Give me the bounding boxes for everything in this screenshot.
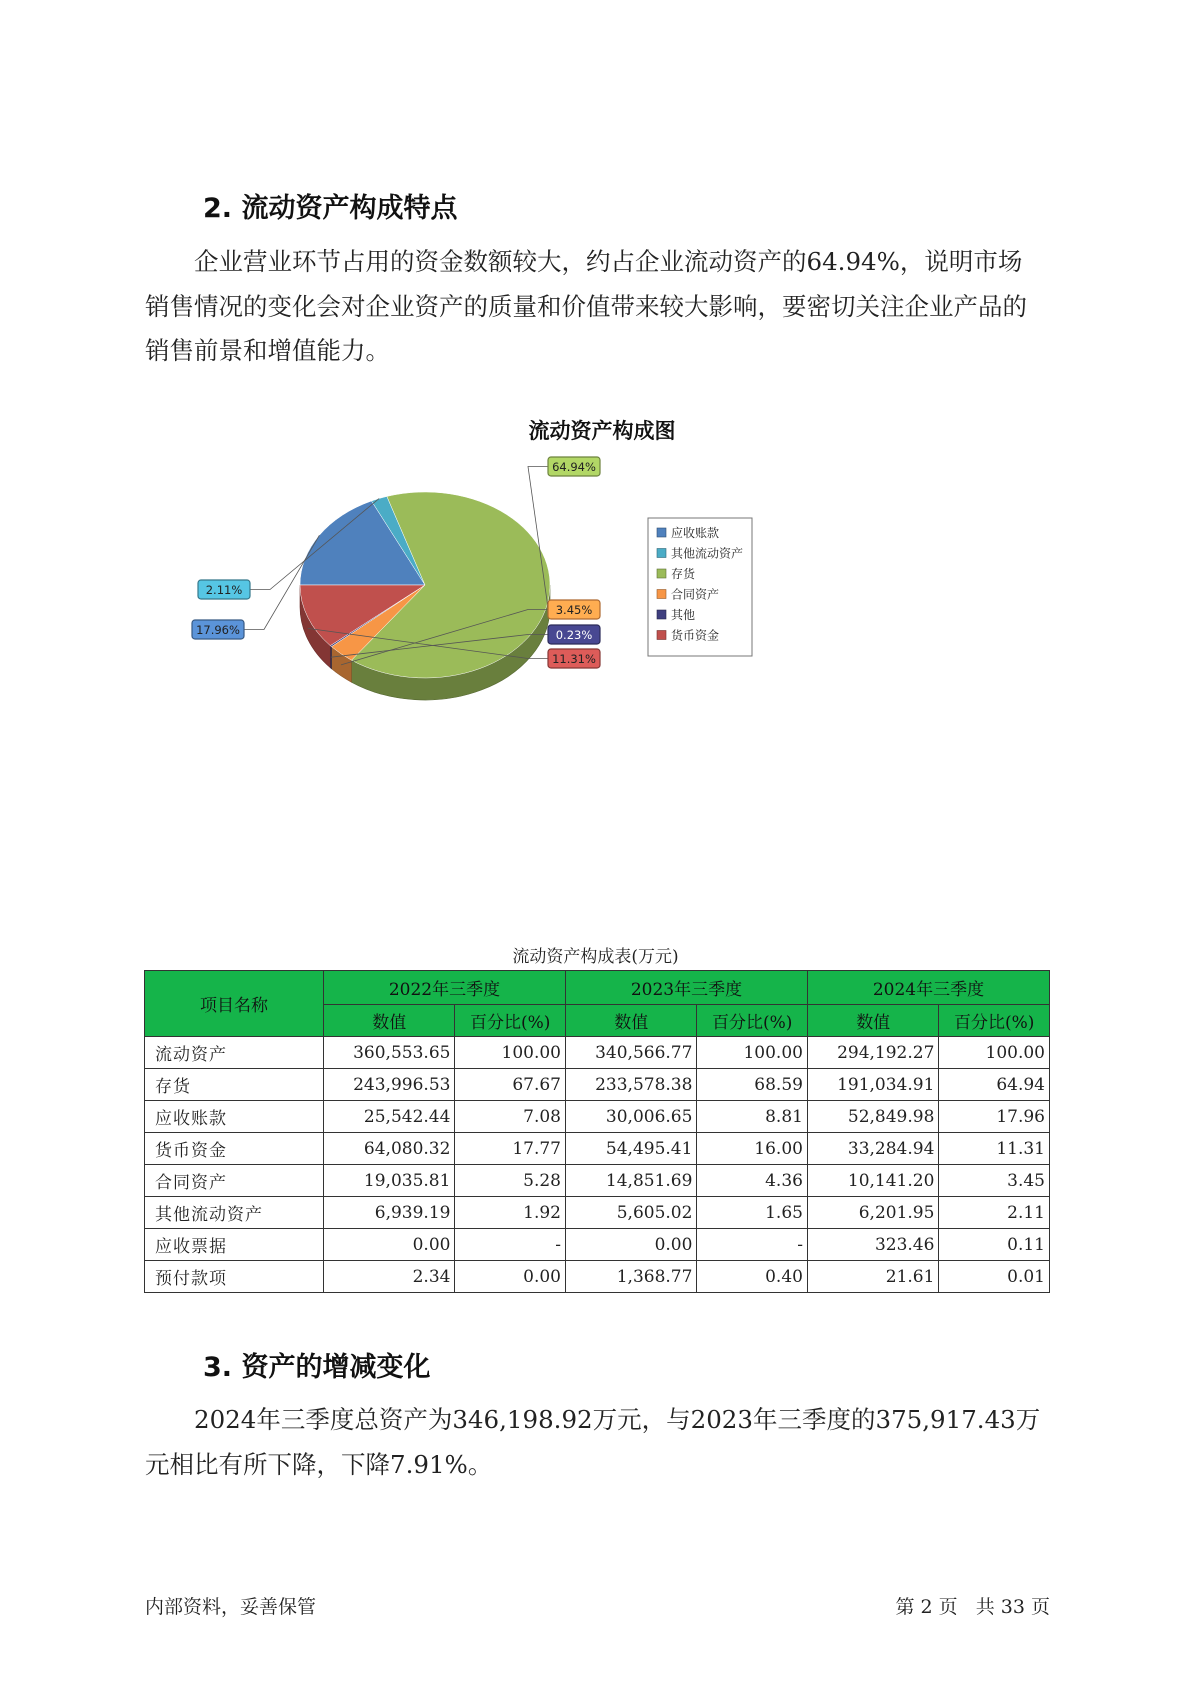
table-cell: 243,996.53	[324, 1069, 455, 1101]
percent-header: 百分比(%)	[455, 1005, 566, 1037]
legend-entry: 货币资金	[671, 628, 720, 643]
table-cell: 0.11	[939, 1229, 1050, 1261]
table-cell: 5,605.02	[565, 1197, 696, 1229]
table-cell: 100.00	[939, 1037, 1050, 1069]
table-cell: 6,201.95	[807, 1197, 938, 1229]
table-cell: 64.94	[939, 1069, 1050, 1101]
table-caption: 流动资产构成表(万元)	[512, 947, 679, 967]
table-cell: 4.36	[697, 1165, 808, 1197]
table-cell: 6,939.19	[324, 1197, 455, 1229]
table-cell: 100.00	[455, 1037, 566, 1069]
period-header-2024: 2024年三季度	[807, 971, 1049, 1005]
table-row	[145, 1101, 1050, 1133]
table-cell: 64,080.32	[324, 1133, 455, 1165]
value-header: 数值	[807, 1005, 938, 1037]
table-cell: 323.46	[807, 1229, 938, 1261]
table-cell: 100.00	[697, 1037, 808, 1069]
pie-chart-svg	[190, 410, 830, 730]
table-cell: 233,578.38	[565, 1069, 696, 1101]
value-header: 数值	[324, 1005, 455, 1037]
table-cell: -	[455, 1229, 566, 1261]
row-name: 应收票据	[145, 1229, 324, 1261]
table-cell: -	[697, 1229, 808, 1261]
table-cell: 67.67	[455, 1069, 566, 1101]
row-name: 其他流动资产	[145, 1197, 324, 1229]
legend-entry: 合同资产	[671, 587, 720, 602]
percent-header: 百分比(%)	[697, 1005, 808, 1037]
table-row	[145, 1037, 1050, 1069]
data-label: 2.11%	[205, 583, 243, 597]
table-cell: 0.40	[697, 1261, 808, 1293]
table-row	[145, 1133, 1050, 1165]
table-cell: 11.31	[939, 1133, 1050, 1165]
table-row	[145, 1069, 1050, 1101]
chart-title: 流动资产构成图	[528, 419, 676, 443]
table-cell: 17.77	[455, 1133, 566, 1165]
table-cell: 191,034.91	[807, 1069, 938, 1101]
section-3-heading: 3. 资产的增减变化	[203, 1352, 431, 1383]
table-cell: 16.00	[697, 1133, 808, 1165]
table-cell: 5.28	[455, 1165, 566, 1197]
value-header: 数值	[565, 1005, 696, 1037]
table-row	[145, 1165, 1050, 1197]
table-cell: 360,553.65	[324, 1037, 455, 1069]
table-cell: 3.45	[939, 1165, 1050, 1197]
table-cell: 14,851.69	[565, 1165, 696, 1197]
row-name: 预付款项	[145, 1261, 324, 1293]
table-cell: 54,495.41	[565, 1133, 696, 1165]
data-label: 0.23%	[555, 628, 593, 642]
table-cell: 1.65	[697, 1197, 808, 1229]
current-assets-pie-chart	[190, 410, 830, 730]
table-cell: 340,566.77	[565, 1037, 696, 1069]
legend-swatch	[657, 549, 666, 558]
legend-entry: 存货	[671, 567, 696, 581]
row-name: 存货	[145, 1069, 324, 1101]
legend-entry: 其他流动资产	[671, 546, 744, 561]
table-cell: 7.08	[455, 1101, 566, 1133]
table-cell: 294,192.27	[807, 1037, 938, 1069]
table-row	[145, 1197, 1050, 1229]
table-cell: 0.00	[324, 1229, 455, 1261]
footer-page-number: 第 2 页 共 33 页	[895, 1596, 1050, 1618]
section-3-paragraph: 2024年三季度总资产为346,198.92万元，与2023年三季度的375,917.43万元相比有所下降，下降7.91%。	[145, 1405, 1041, 1479]
data-label: 3.45%	[555, 603, 593, 617]
legend-swatch	[657, 528, 666, 537]
table-cell: 2.11	[939, 1197, 1050, 1229]
data-label: 64.94%	[552, 460, 596, 474]
legend-entry: 其他	[671, 608, 696, 622]
footer-confidential-note: 内部资料，妥善保管	[145, 1596, 317, 1618]
legend-swatch	[657, 590, 666, 599]
table-cell: 17.96	[939, 1101, 1050, 1133]
data-label: 11.31%	[552, 652, 596, 666]
legend-swatch	[657, 569, 666, 578]
table-cell: 2.34	[324, 1261, 455, 1293]
table-cell: 0.00	[565, 1229, 696, 1261]
section-2-heading: 2. 流动资产构成特点	[203, 193, 458, 224]
row-name: 合同资产	[145, 1165, 324, 1197]
data-label: 17.96%	[196, 623, 240, 637]
table-cell: 0.01	[939, 1261, 1050, 1293]
table-cell: 1,368.77	[565, 1261, 696, 1293]
table-cell: 52,849.98	[807, 1101, 938, 1133]
table-row	[145, 1229, 1050, 1261]
current-assets-table	[144, 970, 1050, 1293]
table-cell: 21.61	[807, 1261, 938, 1293]
table-cell: 10,141.20	[807, 1165, 938, 1197]
table-cell: 33,284.94	[807, 1133, 938, 1165]
table-cell: 19,035.81	[324, 1165, 455, 1197]
table-cell: 30,006.65	[565, 1101, 696, 1133]
table-cell: 8.81	[697, 1101, 808, 1133]
legend-entry: 应收账款	[671, 526, 720, 540]
table-row	[145, 1261, 1050, 1293]
table-cell: 25,542.44	[324, 1101, 455, 1133]
item-name-header: 项目名称	[145, 971, 324, 1037]
legend-swatch	[657, 610, 666, 619]
period-header-2022: 2022年三季度	[324, 971, 566, 1005]
table-cell: 1.92	[455, 1197, 566, 1229]
table-cell: 0.00	[455, 1261, 566, 1293]
row-name: 货币资金	[145, 1133, 324, 1165]
period-header-2023: 2023年三季度	[565, 971, 807, 1005]
section-2-paragraph: 企业营业环节占用的资金数额较大，约占企业流动资产的64.94%，说明市场销售情况的变化会对企业资产的质量和价值带来较大影响，要密切关注企业产品的销售前景和增值能力。	[145, 247, 1027, 365]
row-name: 流动资产	[145, 1037, 324, 1069]
percent-header: 百分比(%)	[939, 1005, 1050, 1037]
legend-swatch	[657, 631, 666, 640]
table-cell: 68.59	[697, 1069, 808, 1101]
row-name: 应收账款	[145, 1101, 324, 1133]
